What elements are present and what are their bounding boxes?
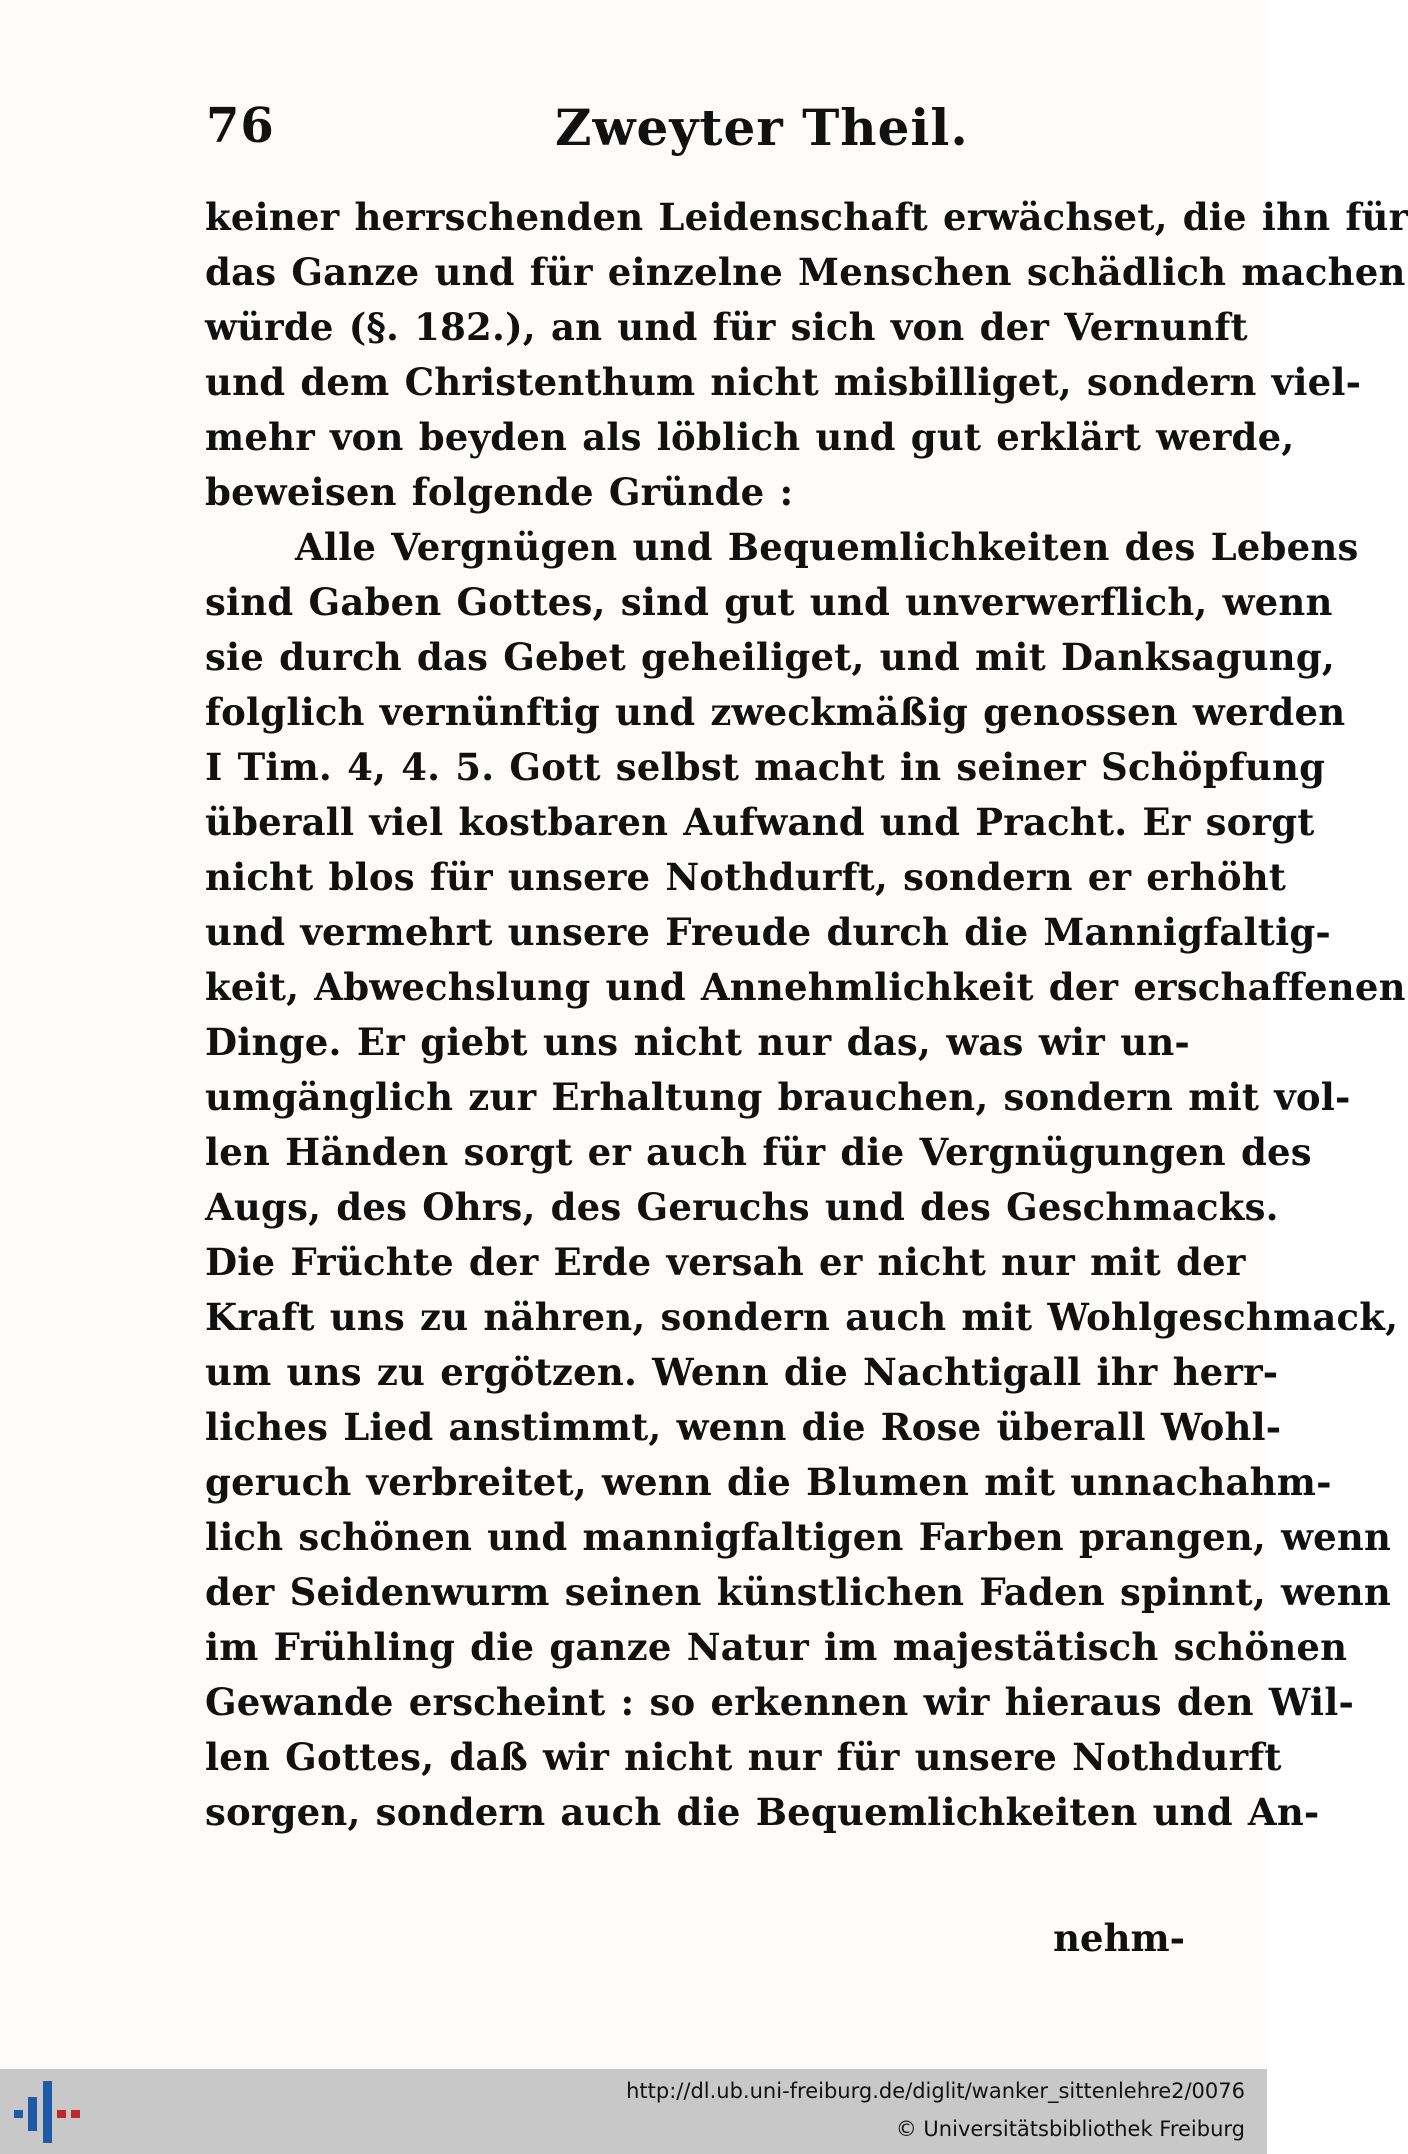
text-line: um uns zu ergötzen. Wenn die Nachtigall ihr herr-	[205, 1350, 1279, 1394]
copyright-notice: © Universitätsbibliothek Freiburg	[895, 2117, 1245, 2141]
body-text	[205, 190, 1408, 1840]
text-line: sind Gaben Gottes, sind gut und unverwerflich, wenn	[205, 580, 1333, 624]
page-header	[200, 98, 1190, 168]
text-line: nicht blos für unsere Nothdurft, sondern er erhöht	[205, 855, 1287, 899]
text-line: Gewande erscheint : so erkennen wir hieraus den Wil-	[205, 1680, 1355, 1724]
text-line: sorgen, sondern auch die Bequemlichkeiten und An-	[205, 1790, 1320, 1834]
text-line: Kraft uns zu nähren, sondern auch mit Wohlgeschmack,	[205, 1295, 1399, 1339]
text-line: der Seidenwurm seinen künstlichen Faden spinnt, wenn	[205, 1570, 1391, 1614]
catchword: nehm-	[1053, 1916, 1185, 1960]
text-line: Die Früchte der Erde versah er nicht nur mit der	[205, 1240, 1246, 1284]
text-line: len Händen sorgt er auch für die Vergnügungen des	[205, 1130, 1312, 1174]
text-line: mehr von beyden als löblich und gut erklärt werde,	[205, 415, 1295, 459]
text-line: würde (§. 182.), an und für sich von der Vernunft	[205, 305, 1248, 349]
source-url[interactable]: http://dl.ub.uni-freiburg.de/diglit/wanker_sittenlehre2/0076	[626, 2079, 1245, 2103]
text-line: und dem Christenthum nicht misbilliget, sondern viel-	[205, 360, 1362, 404]
page-number: 76	[206, 98, 275, 154]
text-line: folglich vernünftig und zweckmäßig genossen werden	[205, 690, 1346, 734]
text-line: keit, Abwechslung und Annehmlichkeit der erschaffenen	[205, 965, 1406, 1009]
text-line: sie durch das Gebet geheiliget, und mit Danksagung,	[205, 635, 1336, 679]
text-line: Augs, des Ohrs, des Geruchs und des Geschmacks.	[205, 1185, 1279, 1229]
footer-bar	[0, 2069, 1267, 2154]
text-line: überall viel kostbaren Aufwand und Pracht. Er sorgt	[205, 800, 1315, 844]
text-line: geruch verbreitet, wenn die Blumen mit unnachahm-	[205, 1460, 1332, 1504]
text-line: im Frühling die ganze Natur im majestätisch schönen	[205, 1625, 1348, 1669]
text-line: Alle Vergnügen und Bequemlichkeiten des Lebens	[295, 525, 1359, 569]
text-line: und vermehrt unsere Freude durch die Mannigfaltig-	[205, 910, 1331, 954]
text-line: len Gottes, daß wir nicht nur für unsere Nothdurft	[205, 1735, 1282, 1779]
text-line: lich schönen und mannigfaltigen Farben prangen, wenn	[205, 1515, 1392, 1559]
text-line: beweisen folgende Gründe :	[205, 470, 794, 514]
text-line: I Tim. 4, 4. 5. Gott selbst macht in seiner Schöpfung	[205, 745, 1326, 789]
text-line: Dinge. Er giebt uns nicht nur das, was wir un-	[205, 1020, 1190, 1064]
text-line: keiner herrschenden Leidenschaft erwächset, die ihn für	[205, 195, 1408, 239]
text-line: liches Lied anstimmt, wenn die Rose überall Wohl-	[205, 1405, 1282, 1449]
running-title: Zweyter Theil.	[555, 98, 969, 157]
text-line: umgänglich zur Erhaltung brauchen, sondern mit vol-	[205, 1075, 1351, 1119]
text-line: das Ganze und für einzelne Menschen schädlich machen	[205, 250, 1406, 294]
ub-freiburg-logo-icon	[14, 2077, 80, 2147]
